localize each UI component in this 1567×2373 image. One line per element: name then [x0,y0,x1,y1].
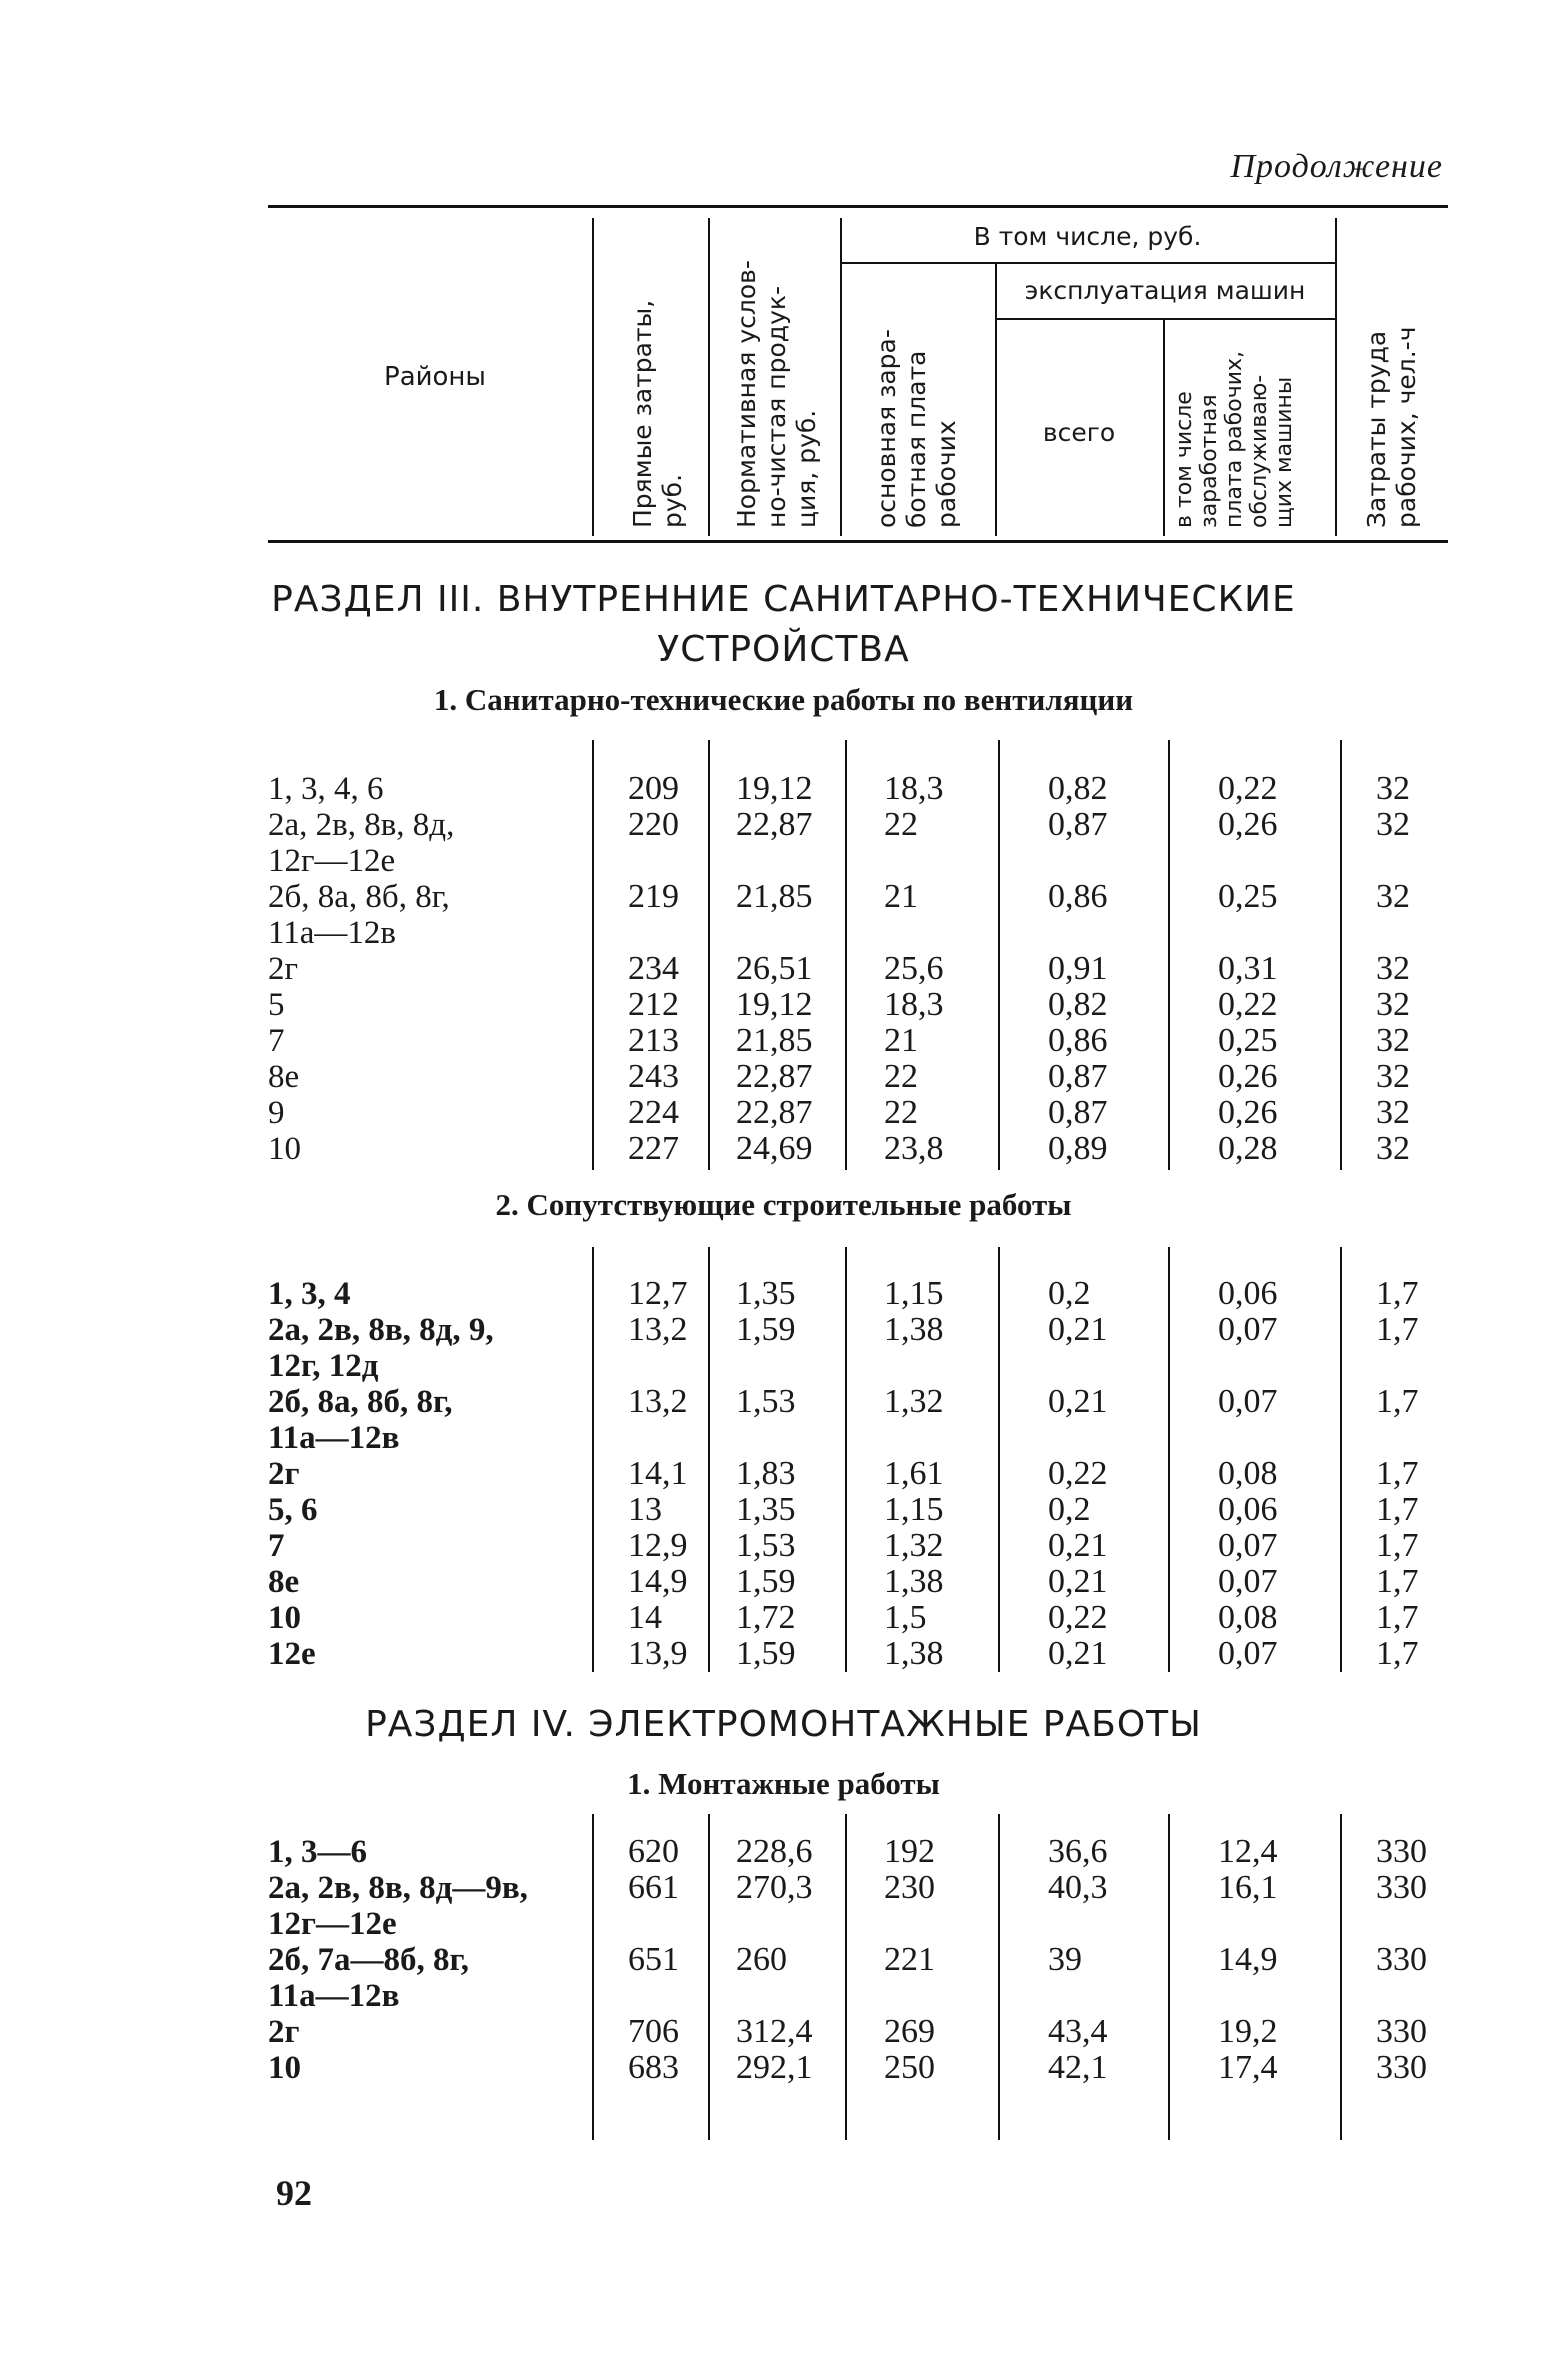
row-region: 7 [268,1023,285,1059]
table-cell: 32 [1376,1130,1410,1167]
table-cell: 1,35 [736,1491,796,1528]
header-top-rule [268,205,1448,208]
table-cell: 330 [1376,1941,1427,1978]
table-cell: 209 [628,770,679,807]
table-cell: 620 [628,1833,679,1870]
row-region: 1, 3, 4, 6 [268,771,384,807]
table-cell: 1,32 [884,1527,944,1564]
table-cell: 21,85 [736,878,813,915]
row-region: 5 [268,987,285,1023]
table-cell: 1,7 [1376,1563,1419,1600]
row-region: 1, 3, 4 [268,1276,351,1312]
table-cell: 0,82 [1048,986,1108,1023]
column-divider [845,1247,847,1672]
table-cell: 330 [1376,2049,1427,2086]
table-cell: 0,2 [1048,1491,1091,1528]
table-cell: 32 [1376,950,1410,987]
column-divider [1168,740,1170,1170]
table-cell: 1,83 [736,1455,796,1492]
header-including: В том числе, руб. [973,222,1202,251]
table-cell: 0,2 [1048,1275,1091,1312]
column-divider [1168,1247,1170,1672]
table-cell: 0,07 [1218,1383,1278,1420]
table-cell: 1,38 [884,1311,944,1348]
table-cell: 14,9 [628,1563,688,1600]
table-cell: 0,22 [1048,1455,1108,1492]
table-cell: 1,38 [884,1635,944,1672]
table-cell: 22,87 [736,806,813,843]
table-cell: 1,53 [736,1383,796,1420]
table-cell: 250 [884,2049,935,2086]
table-cell: 1,59 [736,1311,796,1348]
table-cell: 12,4 [1218,1833,1278,1870]
column-divider [845,740,847,1170]
table-cell: 243 [628,1058,679,1095]
table-cell: 1,59 [736,1635,796,1672]
table-cell: 330 [1376,1833,1427,1870]
column-divider [845,1814,847,2140]
table-cell: 26,51 [736,950,813,987]
table-cell: 18,3 [884,770,944,807]
section-4-title: РАЗДЕЛ IV. ЭЛЕКТРОМОНТАЖНЫЕ РАБОТЫ [365,1704,1202,1745]
section-3-title [0,575,1567,675]
table-cell: 13,2 [628,1311,688,1348]
header-divider [592,218,594,536]
table-cell: 0,21 [1048,1563,1108,1600]
row-region: 10 [268,1131,301,1167]
table-cell: 0,06 [1218,1491,1278,1528]
table-cell: 0,31 [1218,950,1278,987]
header-divider [1163,318,1165,536]
row-region: 2а, 2в, 8в, 8д, 9, 12г, 12д [268,1312,494,1384]
table-cell: 0,89 [1048,1130,1108,1167]
section-3-title-line2: УСТРОЙСТВА [657,629,910,670]
table-cell: 0,07 [1218,1527,1278,1564]
table-cell: 221 [884,1941,935,1978]
table-cell: 1,7 [1376,1311,1419,1348]
table-cell: 212 [628,986,679,1023]
table-cell: 12,7 [628,1275,688,1312]
table-cell: 0,22 [1048,1599,1108,1636]
table-cell: 0,25 [1218,878,1278,915]
table-cell: 23,8 [884,1130,944,1167]
table-cell: 651 [628,1941,679,1978]
table-cell: 1,7 [1376,1383,1419,1420]
column-divider [998,1814,1000,2140]
table-cell: 0,08 [1218,1455,1278,1492]
row-region: 2г [268,2014,300,2050]
table-cell: 13,9 [628,1635,688,1672]
continued-label: Продолжение [1230,148,1443,185]
table-cell: 21,85 [736,1022,813,1059]
table-cell: 1,7 [1376,1491,1419,1528]
table-cell: 0,87 [1048,1058,1108,1095]
table-cell: 32 [1376,806,1410,843]
column-divider [1168,1814,1170,2140]
row-region: 9 [268,1095,285,1131]
table-cell: 0,21 [1048,1635,1108,1672]
table-cell: 330 [1376,2013,1427,2050]
table-cell: 230 [884,1869,935,1906]
table-cell: 32 [1376,1022,1410,1059]
table-cell: 43,4 [1048,2013,1108,2050]
header-divider [840,218,842,536]
table-cell: 0,86 [1048,1022,1108,1059]
row-region: 12е [268,1636,316,1672]
table-cell: 1,72 [736,1599,796,1636]
table-cell: 661 [628,1869,679,1906]
table-cell: 234 [628,950,679,987]
table-cell: 0,25 [1218,1022,1278,1059]
header-machines: эксплуатация машин [1024,276,1306,305]
header-divider [995,318,1335,320]
table-cell: 219 [628,878,679,915]
table-cell: 292,1 [736,2049,813,2086]
table-cell: 14,1 [628,1455,688,1492]
table-cell: 270,3 [736,1869,813,1906]
table-cell: 0,08 [1218,1599,1278,1636]
table-cell: 706 [628,2013,679,2050]
table-cell: 0,21 [1048,1311,1108,1348]
table-cell: 22 [884,806,918,843]
table-cell: 0,06 [1218,1275,1278,1312]
table-cell: 0,87 [1048,1094,1108,1131]
column-divider [708,1247,710,1672]
table-cell: 260 [736,1941,787,1978]
page-number: 92 [276,2173,312,2213]
table-cell: 13,2 [628,1383,688,1420]
table-cell: 0,21 [1048,1383,1108,1420]
table-cell: 1,7 [1376,1599,1419,1636]
row-region: 10 [268,2050,301,2086]
column-divider [708,1814,710,2140]
header-direct-costs: Прямые затраты, руб. [628,299,687,528]
header-divider [840,262,1335,264]
table-cell: 1,7 [1376,1635,1419,1672]
table-cell: 39 [1048,1941,1082,1978]
row-region: 2б, 8а, 8б, 8г, 11а—12в [268,879,450,951]
table-cell: 0,28 [1218,1130,1278,1167]
table-cell: 1,59 [736,1563,796,1600]
table-cell: 227 [628,1130,679,1167]
table-cell: 12,9 [628,1527,688,1564]
column-divider [1340,1814,1342,2140]
table-cell: 24,69 [736,1130,813,1167]
header-labor: Затраты труда рабочих, чел.-ч [1362,326,1421,528]
table-cell: 0,26 [1218,1094,1278,1131]
table-cell: 16,1 [1218,1869,1278,1906]
header-divider [1335,218,1337,536]
table-cell: 21 [884,1022,918,1059]
table-cell: 1,5 [884,1599,927,1636]
table-cell: 22,87 [736,1058,813,1095]
column-divider [998,740,1000,1170]
column-divider [1340,740,1342,1170]
table-cell: 0,22 [1218,986,1278,1023]
column-divider [1340,1247,1342,1672]
table-cell: 0,07 [1218,1311,1278,1348]
table-cell: 14 [628,1599,662,1636]
header-bottom-rule [268,540,1448,543]
table-cell: 1,35 [736,1275,796,1312]
table-cell: 18,3 [884,986,944,1023]
table-cell: 19,12 [736,986,813,1023]
table-cell: 32 [1376,770,1410,807]
table-cell: 1,7 [1376,1275,1419,1312]
table-cell: 1,32 [884,1383,944,1420]
table-cell: 0,07 [1218,1563,1278,1600]
row-region: 2а, 2в, 8в, 8д—9в, 12г—12е [268,1870,528,1942]
row-region: 2б, 7а—8б, 8г, 11а—12в [268,1942,470,2014]
row-region: 8е [268,1564,300,1600]
header-regions: Районы [384,362,486,392]
row-region: 1, 3—6 [268,1834,367,1870]
column-divider [708,740,710,1170]
table-cell: 228,6 [736,1833,813,1870]
table-cell: 0,26 [1218,1058,1278,1095]
table-cell: 32 [1376,1058,1410,1095]
table-cell: 0,87 [1048,806,1108,843]
table-cell: 19,12 [736,770,813,807]
table-cell: 0,82 [1048,770,1108,807]
table-cell: 1,15 [884,1275,944,1312]
table-cell: 0,26 [1218,806,1278,843]
table-cell: 42,1 [1048,2049,1108,2086]
column-divider [592,1247,594,1672]
table-cell: 0,22 [1218,770,1278,807]
header-total: всего [1042,418,1116,447]
row-region: 8е [268,1059,300,1095]
header-normative-product: Нормативная услов- но-чистая продук- ция, руб. [732,260,821,528]
table-cell: 13 [628,1491,662,1528]
row-region: 2г [268,1456,300,1492]
table-cell: 1,38 [884,1563,944,1600]
table-cell: 192 [884,1833,935,1870]
table-cell: 0,21 [1048,1527,1108,1564]
section-3-subtitle-1: 1. Санитарно-технические работы по вентиляции [433,682,1134,717]
table-cell: 21 [884,878,918,915]
row-region: 7 [268,1528,285,1564]
table-cell: 220 [628,806,679,843]
row-region: 2а, 2в, 8в, 8д, 12г—12е [268,807,455,879]
section-4-subtitle-1: 1. Монтажные работы [627,1766,940,1801]
header-incl-wage: в том числе заработная плата рабочих, обслуживаю- щих машины [1172,351,1297,528]
table-cell: 25,6 [884,950,944,987]
table-cell: 22 [884,1094,918,1131]
table-cell: 683 [628,2049,679,2086]
section-3-title-line1: РАЗДЕЛ III. ВНУТРЕННИЕ САНИТАРНО-ТЕХНИЧЕСКИЕ [271,579,1296,620]
table-cell: 19,2 [1218,2013,1278,2050]
table-cell: 0,86 [1048,878,1108,915]
row-region: 2г [268,951,299,987]
table-cell: 330 [1376,1869,1427,1906]
table-cell: 32 [1376,878,1410,915]
table-cell: 17,4 [1218,2049,1278,2086]
table-cell: 1,15 [884,1491,944,1528]
table-cell: 0,07 [1218,1635,1278,1672]
table-cell: 1,7 [1376,1455,1419,1492]
row-region: 5, 6 [268,1492,318,1528]
header-divider [708,218,710,536]
header-base-wage: основная зара- ботная плата рабочих [872,329,961,528]
table-cell: 14,9 [1218,1941,1278,1978]
table-cell: 32 [1376,1094,1410,1131]
table-cell: 32 [1376,986,1410,1023]
section-3-subtitle-2: 2. Сопутствующие строительные работы [495,1187,1072,1222]
column-divider [592,1814,594,2140]
table-cell: 312,4 [736,2013,813,2050]
table-cell: 269 [884,2013,935,2050]
table-cell: 36,6 [1048,1833,1108,1870]
row-region: 10 [268,1600,301,1636]
table-cell: 224 [628,1094,679,1131]
table-cell: 213 [628,1022,679,1059]
row-region: 2б, 8а, 8б, 8г, 11а—12в [268,1384,453,1456]
table-cell: 1,7 [1376,1527,1419,1564]
column-divider [998,1247,1000,1672]
table-cell: 22 [884,1058,918,1095]
table-cell: 0,91 [1048,950,1108,987]
column-divider [592,740,594,1170]
table-cell: 22,87 [736,1094,813,1131]
table-cell: 1,53 [736,1527,796,1564]
table-cell: 40,3 [1048,1869,1108,1906]
table-cell: 1,61 [884,1455,944,1492]
